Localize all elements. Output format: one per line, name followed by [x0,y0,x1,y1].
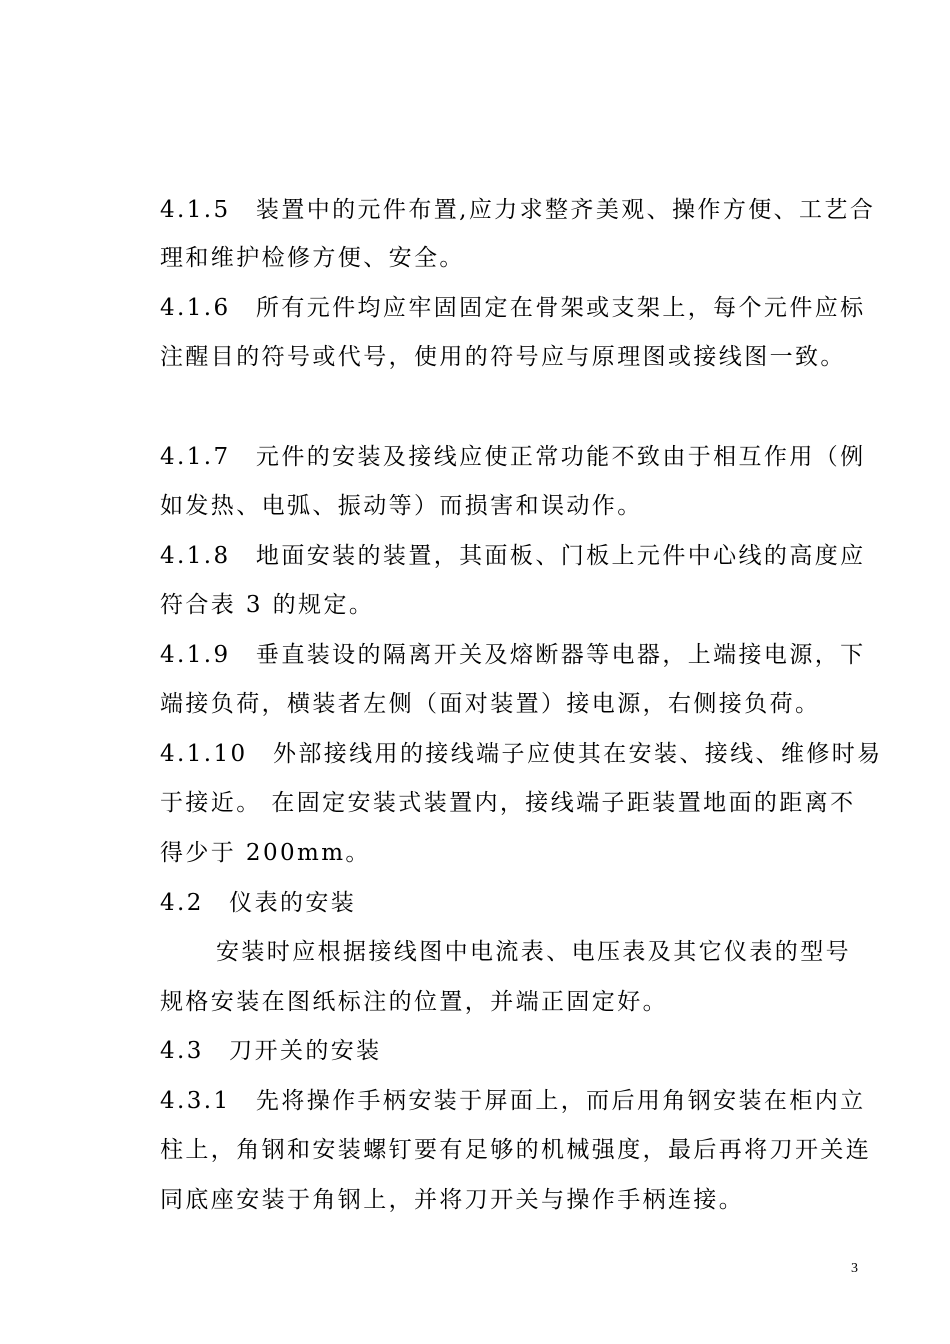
clause-4-1-6-line-2: 注醒目的符号或代号，使用的符号应与原理图或接线图一致。 [160,344,846,370]
clause-4-3-1-line-3: 同底座安装于角钢上，并将刀开关与操作手柄连接。 [160,1187,745,1213]
clause-4-1-8-line-2: 符合表 3 的规定。 [160,592,375,618]
clause-4-1-5-line-2: 理和维护检修方便、安全。 [160,245,465,271]
clause-4-1-10-line-3: 得少于 200mm。 [160,840,371,866]
section-4-2-heading: 4.2 仪表的安装 [160,890,357,916]
clause-4-1-9-line-2: 端接负荷，横装者左侧（面对装置）接电源，右侧接负荷。 [160,691,821,717]
section-4-2-body-line-2: 规格安装在图纸标注的位置，并端正固定好。 [160,989,668,1015]
clause-4-1-9-line-1: 4.1.9 垂直装设的隔离开关及熔断器等电器，上端接电源，下 [160,642,866,668]
clause-4-1-7-line-2: 如发热、电弧、振动等）而损害和误动作。 [160,493,643,519]
clause-4-1-6-line-1: 4.1.6 所有元件均应牢固固定在骨架或支架上，每个元件应标 [160,295,866,321]
page-number: 3 [851,1261,858,1276]
clause-4-3-1-line-1: 4.3.1 先将操作手柄安装于屏面上，而后用角钢安装在柜内立 [160,1088,866,1114]
clause-4-1-10-line-2: 于接近。 在固定安装式装置内，接线端子距装置地面的距离不 [160,790,856,816]
clause-4-1-10-line-1: 4.1.10 外部接线用的接线端子应使其在安装、接线、维修时易 [160,741,883,767]
section-4-3-heading: 4.3 刀开关的安装 [160,1038,382,1064]
clause-4-1-7-line-1: 4.1.7 元件的安装及接线应使正常功能不致由于相互作用（例 [160,444,866,470]
clause-4-3-1-line-2: 柱上，角钢和安装螺钉要有足够的机械强度，最后再将刀开关连 [160,1137,872,1163]
section-4-2-body-line-1: 安装时应根据接线图中电流表、电压表及其它仪表的型号 [216,939,851,965]
clause-4-1-8-line-1: 4.1.8 地面安装的装置，其面板、门板上元件中心线的高度应 [160,543,866,569]
clause-4-1-5-line-1: 4.1.5 装置中的元件布置,应力求整齐美观、操作方便、工艺合 [160,197,876,223]
